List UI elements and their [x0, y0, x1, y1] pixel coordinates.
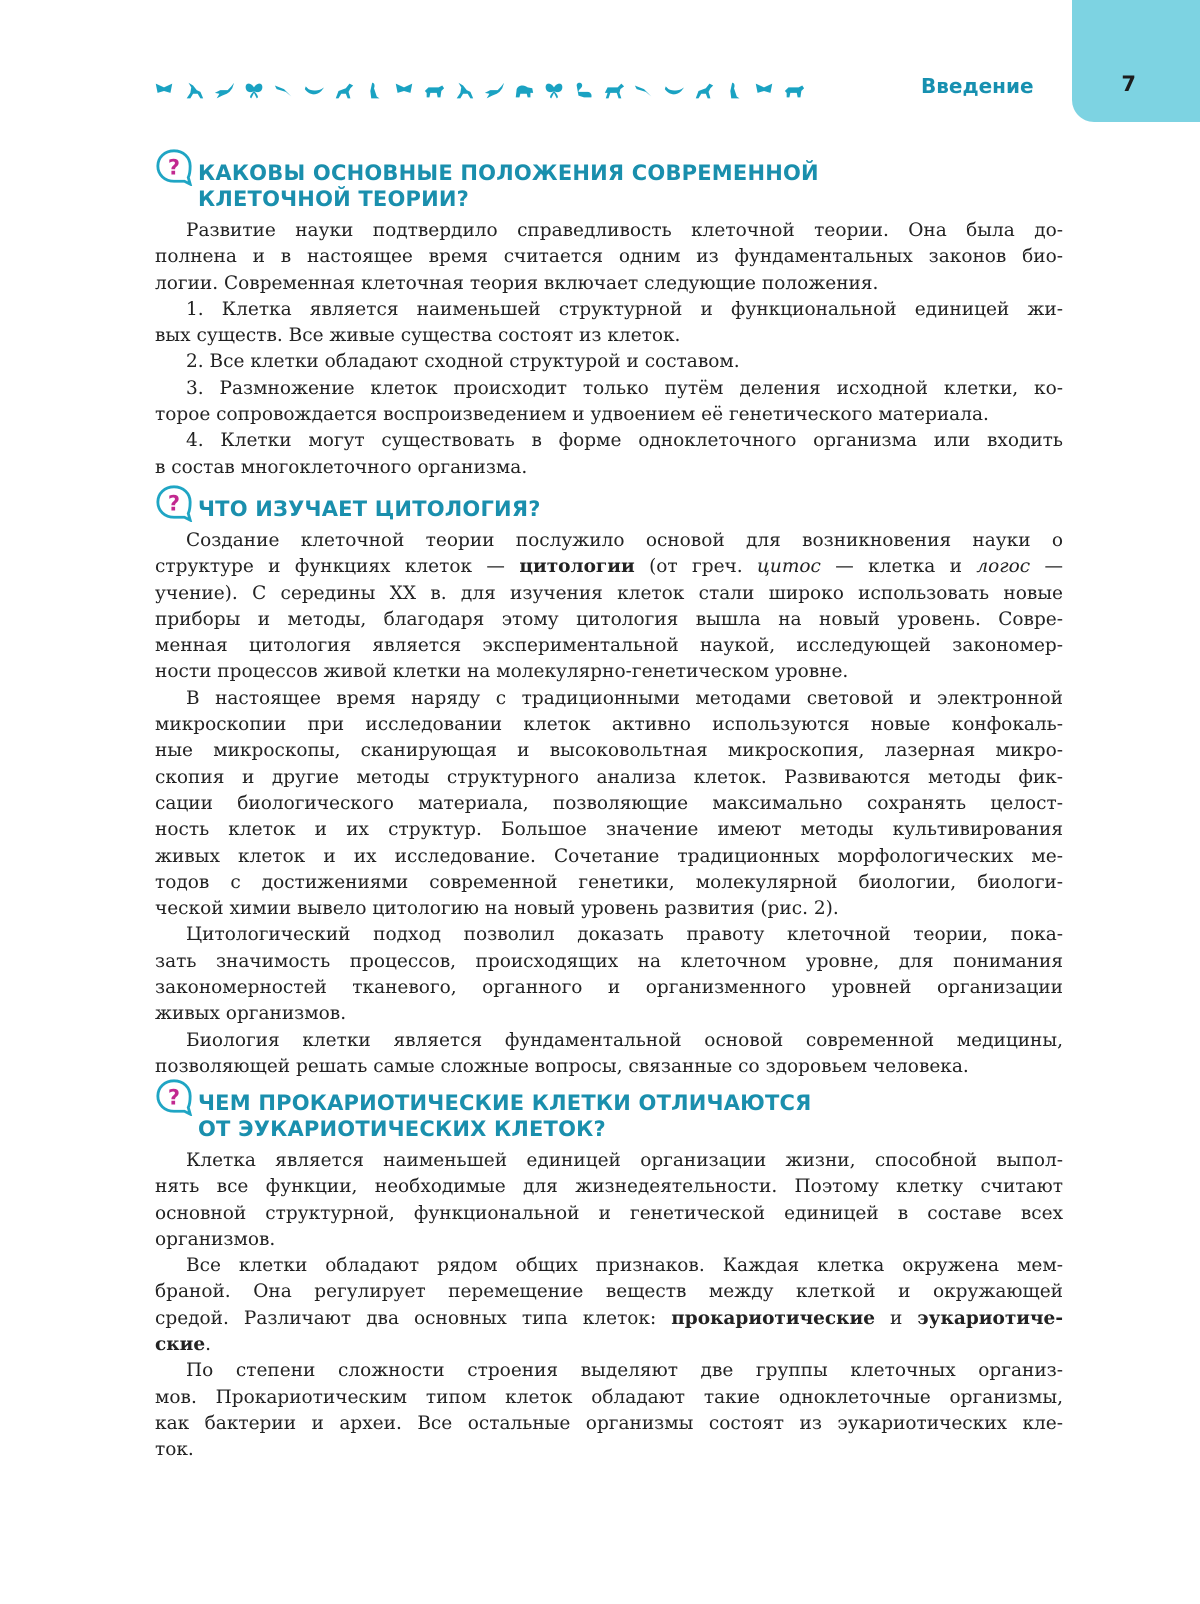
- heading-line: КЛЕТОЧНОЙ ТЕОРИИ?: [198, 187, 470, 211]
- text-line: живых клеток и их исследование. Сочетание традиционных морфологических ме-: [155, 845, 1063, 867]
- page-number: 7: [1121, 72, 1136, 96]
- text-line: ные микроскопы, сканирующая и высоковольтная микроскопия, лазерная микро-: [155, 740, 1063, 762]
- text-line: зать значимость процессов, происходящих на клеточном уровне, для понимания: [155, 950, 1063, 972]
- text-line: микроскопии при исследовании клеток активно используются новые конфокаль-: [155, 714, 1063, 736]
- text-line: В настоящее время наряду с традиционными методами световой и электронной: [186, 687, 1063, 709]
- butterfly-icon: [242, 80, 266, 102]
- text-line: сации биологического материала, позволяющие максимально сохранять целост-: [155, 792, 1063, 814]
- penguin-icon: [362, 80, 386, 102]
- question-bubble-icon: [155, 148, 193, 186]
- heading-line: ЧТО ИЗУЧАЕТ ЦИТОЛОГИЯ?: [198, 497, 541, 521]
- section-body: [155, 218, 1063, 481]
- text-line: скопия и другие методы структурного анализа клеток. Развиваются методы фик-: [155, 766, 1063, 788]
- butterfly-icon: [542, 80, 566, 102]
- text-line: тодов с достижениями современной генетики, молекулярной биологии, биологи-: [155, 871, 1063, 893]
- svg-text:?: ?: [167, 155, 181, 180]
- paragraph: [155, 1253, 1063, 1358]
- moth-icon: [152, 80, 176, 102]
- text-line: мов. Прокариотическим типом клеток обладают такие одноклеточные организмы,: [155, 1386, 1063, 1408]
- text-line: ские.: [155, 1334, 212, 1356]
- whale-icon: [302, 80, 326, 102]
- text-line: Все клетки обладают рядом общих признаков. Каждая клетка окружена мем-: [186, 1255, 1063, 1277]
- bison-icon: [512, 80, 536, 102]
- text-line: 2. Все клетки обладают сходной структурой и составом.: [186, 351, 740, 373]
- text-line: как бактерии и археи. Все остальные организмы состоят из эукариотических кле-: [155, 1412, 1063, 1434]
- text-line: приборы и методы, благодаря этому цитология вышла на новый уровень. Совре-: [155, 608, 1063, 630]
- text-line: средой. Различают два основных типа клеток: прокариотические и эукариотиче-: [155, 1307, 1063, 1329]
- text-line: торое сопровождается воспроизведением и удвоением её генетического материала.: [155, 404, 989, 426]
- antelope-icon: [482, 80, 506, 102]
- moose-icon: [332, 80, 356, 102]
- text-line: логии. Современная клеточная теория включает следующие положения.: [155, 272, 879, 294]
- text-line: 3. Размножение клеток происходит только путём деления исходной клетки, ко-: [186, 377, 1063, 399]
- text-line: Цитологический подход позволил доказать правоту клеточной теории, пока-: [186, 924, 1063, 946]
- text-line: позволяющей решать самые сложные вопросы, связанные со здоровьем человека.: [155, 1055, 969, 1077]
- heading-line: КАКОВЫ ОСНОВНЫЕ ПОЛОЖЕНИЯ СОВРЕМЕННОЙ: [198, 161, 819, 185]
- paragraph: [155, 1028, 1063, 1081]
- svg-text:?: ?: [167, 491, 181, 516]
- bird-icon: [632, 80, 656, 102]
- whale-icon: [662, 80, 686, 102]
- scorpion-icon: [572, 80, 596, 102]
- text-line: нять все функции, необходимые для жизнедеятельности. Поэтому клетку считают: [155, 1176, 1063, 1198]
- text-line: 1. Клетка является наименьшей структурной и функциональной единицей жи-: [186, 298, 1063, 320]
- penguin-icon: [722, 80, 746, 102]
- text-line: ческой химии вывело цитологию на новый уровень развития (рис. 2).: [155, 898, 839, 920]
- text-line: учение). С середины XX в. для изучения клеток стали широко использовать новые: [155, 582, 1063, 604]
- text-line: полнена и в настоящее время считается одним из фундаментальных законов био-: [155, 246, 1063, 268]
- moth-icon: [392, 80, 416, 102]
- text-line: Клетка является наименьшей единицей организации жизни, способной выпол-: [186, 1150, 1063, 1171]
- text-line: организмов.: [155, 1228, 276, 1250]
- paragraph: [155, 376, 1063, 429]
- moose-icon: [692, 80, 716, 102]
- text-line: Биология клетки является фундаментальной основой современной медицины,: [186, 1029, 1063, 1051]
- page-number-tab: [1072, 0, 1200, 122]
- cat-icon: [182, 80, 206, 102]
- cat-icon: [452, 80, 476, 102]
- text-line: основной структурной, функциональной и генетической единицей в составе всех: [155, 1202, 1063, 1224]
- text-line: менная цитология является экспериментальной наукой, исследующей закономер-: [155, 635, 1063, 657]
- text-line: ность клеток и их структур. Большое значение имеют методы культивирования: [155, 819, 1063, 841]
- text-line: браной. Она регулирует перемещение веществ между клеткой и окружающей: [155, 1281, 1063, 1303]
- paragraph: [155, 349, 1063, 375]
- paragraph: [155, 1148, 1063, 1253]
- text-line: ности процессов живой клетки на молекулярно-генетическом уровне.: [155, 661, 849, 683]
- bull-icon: [782, 80, 806, 102]
- moth-icon: [752, 80, 776, 102]
- animal-silhouette-border: [152, 76, 892, 106]
- section-body: [155, 1148, 1063, 1464]
- question-bubble-icon: [155, 1078, 193, 1116]
- text-line: вых существ. Все живые существа состоят из клеток.: [155, 325, 681, 347]
- bull-icon: [422, 80, 446, 102]
- heading-line: ЧЕМ ПРОКАРИОТИЧЕСКИЕ КЛЕТКИ ОТЛИЧАЮТСЯ: [198, 1091, 812, 1115]
- paragraph: [155, 686, 1063, 923]
- text-line: Создание клеточной теории послужило основой для возникновения науки о: [186, 530, 1063, 551]
- antelope-icon: [212, 80, 236, 102]
- paragraph: [155, 922, 1063, 1027]
- horse-icon: [602, 80, 626, 102]
- text-line: 4. Клетки могут существовать в форме одноклеточного организма или входить: [186, 430, 1063, 452]
- paragraph: [155, 218, 1063, 297]
- text-line: ток.: [155, 1439, 194, 1461]
- section-body: [155, 528, 1063, 1080]
- text-line: По степени сложности строения выделяют две группы клеточных организ-: [186, 1360, 1063, 1382]
- text-line: структуре и функциях клеток — цитологии (от греч. цитос — клетка и логос —: [155, 556, 1063, 578]
- question-bubble-icon: [155, 484, 193, 522]
- bird-icon: [272, 80, 296, 102]
- paragraph: [155, 297, 1063, 350]
- text-line: Развитие науки подтвердило справедливость клеточной теории. Она была до-: [186, 220, 1063, 241]
- text-line: в состав многоклеточного организма.: [155, 456, 528, 478]
- heading-line: ОТ ЭУКАРИОТИЧЕСКИХ КЛЕТОК?: [198, 1117, 606, 1141]
- svg-text:?: ?: [167, 1085, 181, 1110]
- text-line: живых организмов.: [155, 1003, 347, 1025]
- paragraph: [155, 1358, 1063, 1463]
- text-line: закономерностей тканевого, органного и организменного уровней организации: [155, 977, 1063, 999]
- chapter-title: Введение: [921, 74, 1034, 98]
- paragraph: [155, 528, 1063, 686]
- paragraph: [155, 428, 1063, 481]
